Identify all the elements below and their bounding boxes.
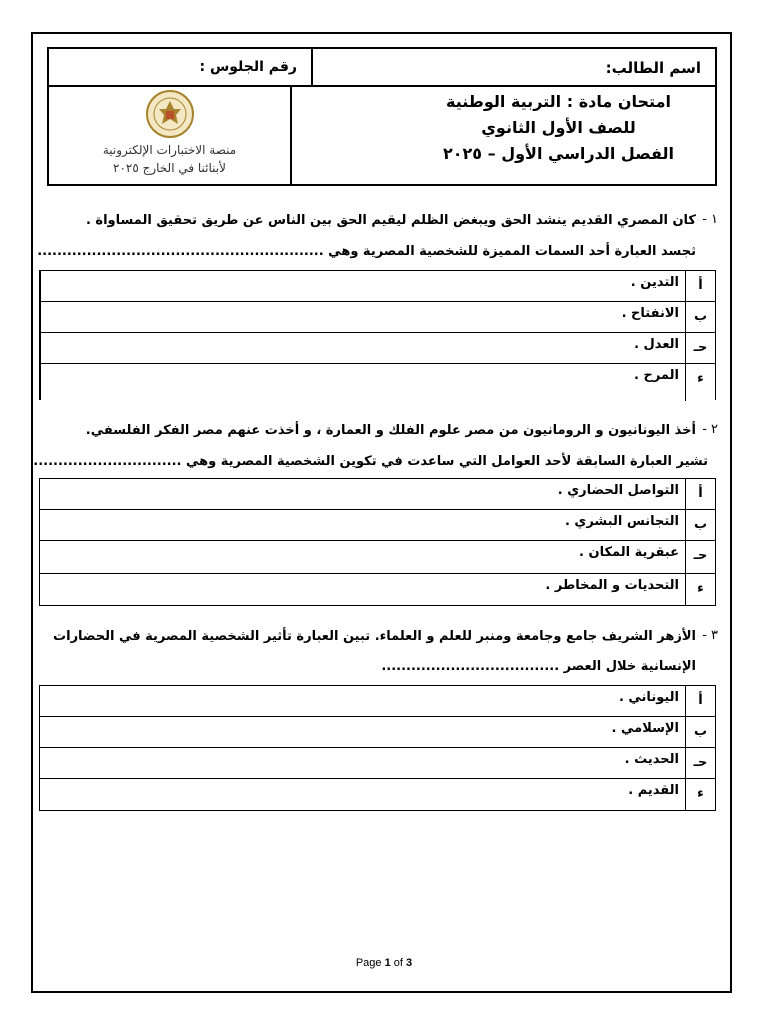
seat-number-label: رقم الجلوس : [199,59,297,75]
platform-name: منصة الاختبارات الإلكترونية [102,143,237,157]
option-text: التدين . [630,275,679,290]
option-letter: ء [685,364,715,401]
option-letter: ب [685,302,715,332]
option-letter: حـ [685,333,715,363]
question-number: ٣ - [702,628,718,643]
option-row[interactable] [40,686,715,717]
question-text: الأزهر الشريف جامع وجامعة ومنبر للعلم و العلماء. تبين العبارة تأثير الشخصية المصرية في الحضارات [53,629,696,644]
option-text: عبقرية المكان . [579,545,679,560]
student-name-field[interactable] [311,49,715,85]
option-text: التجانس البشري . [564,514,679,529]
option-letter: حـ [685,748,715,778]
option-row[interactable] [39,364,715,401]
option-row[interactable] [40,479,715,510]
option-text: القديم . [628,783,679,798]
options-table [39,478,716,606]
total-pages-number: 3 [406,957,413,969]
platform-logo-block [49,85,290,184]
option-text: التواصل الحضاري . [557,483,679,498]
option-text: المرح . [634,368,679,383]
option-letter: أ [685,271,715,301]
option-text: الإسلامي . [611,721,679,736]
option-text: الانفتاح . [621,306,679,321]
seat-number-field[interactable] [49,49,311,85]
option-letter: أ [685,686,715,716]
exam-grade: للصف الأول الثانوي [481,118,636,137]
options-table [39,685,716,811]
question-text: أخذ اليونانيون و الرومانيون من مصر علوم الفلك و العمارة ، و أخذت عنهم مصر الفكر الفلسفي. [85,423,696,438]
current-page-number: 1 [384,957,391,969]
option-row[interactable] [40,717,715,748]
option-row[interactable] [40,541,715,574]
exam-title-block [290,85,715,184]
table-left-edge [39,270,41,400]
option-row[interactable] [39,271,715,302]
option-letter: ب [685,717,715,747]
question-text: كان المصري القديم ينشد الحق ويبغض الظلم ليقيم الحق بين الناس عن طريق تحقيق المساواة . [85,213,696,228]
option-row[interactable] [39,302,715,333]
option-letter: ب [685,510,715,540]
option-row[interactable] [40,748,715,779]
option-text: اليوناني . [618,690,679,705]
student-name-label: اسم الطالب: [605,59,701,77]
question-number: ٢ - [702,422,718,437]
option-text: التحديات و المخاطر . [545,578,679,593]
option-text: الحديث . [624,752,679,767]
platform-subtitle: لأبنائنا في الخارج ٢٠٢٥ [113,161,226,175]
exam-subject: امتحان مادة : التربية الوطنية [446,92,671,111]
option-text: العدل . [634,337,679,352]
of-word: of [393,957,403,969]
page-footer [0,957,768,969]
ministry-seal-icon [145,89,195,139]
option-letter: أ [685,479,715,509]
option-letter: ء [685,779,715,810]
option-row[interactable] [40,574,715,605]
question-prompt: الإنسانية خلال العصر .................................... [381,659,696,674]
exam-term: الفصل الدراسي الأول – ٢٠٢٥ [443,144,674,163]
question-prompt: ثجسد العبارة أحد السمات المميزة للشخصية المصرية وهي .......................................................... [37,244,696,259]
option-letter: حـ [685,541,715,573]
question-number: ١ - [702,212,718,227]
header-exam-row [47,85,717,186]
option-row[interactable] [40,510,715,541]
question-prompt: تشير العبارة السابقة لأحد العوامل التي ساعدت في تكوين الشخصية المصرية وهي .............................. [33,454,708,469]
option-letter: ء [685,574,715,605]
page-word: Page [355,957,382,969]
option-row[interactable] [39,333,715,364]
options-table [39,270,716,400]
option-row[interactable] [40,779,715,810]
header-info-row [47,47,717,87]
